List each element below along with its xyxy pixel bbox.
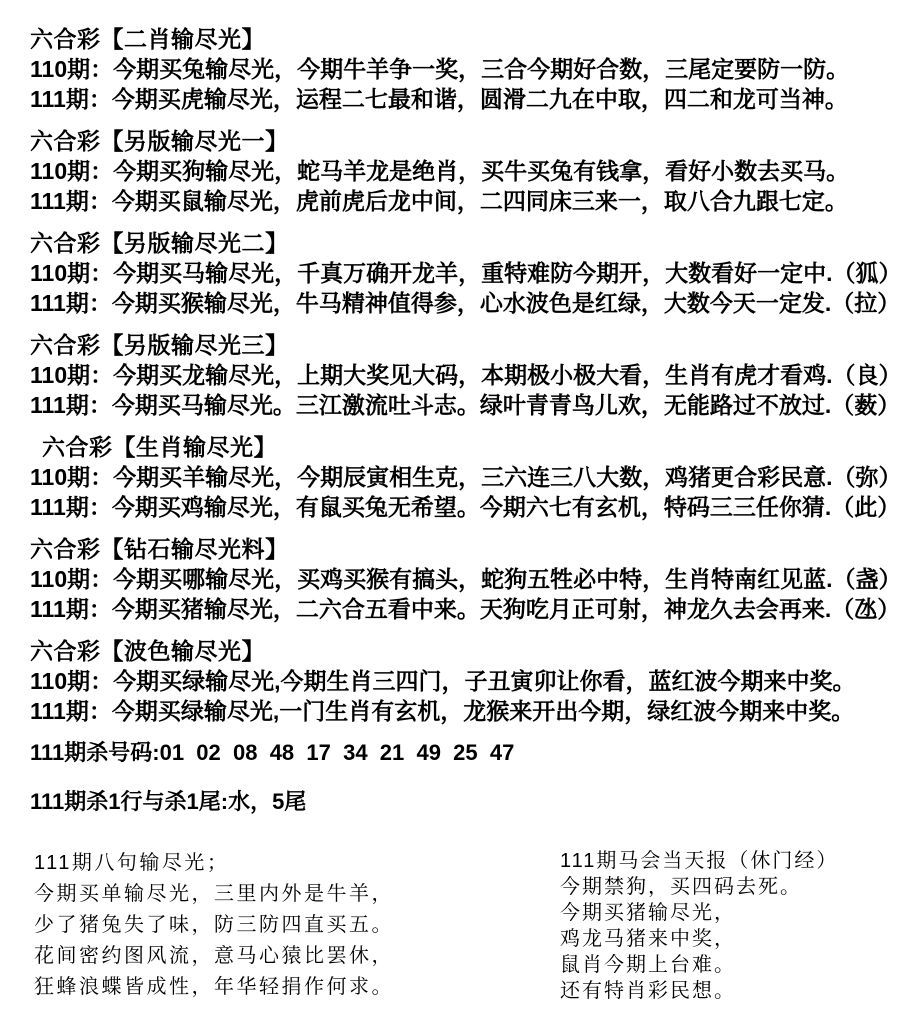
tip-line-110: 110期：今期买绿输尽光,今期生肖三四门，子丑寅卯让你看，蓝红波今期来中奖。 xyxy=(30,668,856,694)
poem-line: 还有特肖彩民想。 xyxy=(560,980,736,1002)
section-header: 六合彩【另版输尽光一】 xyxy=(30,128,289,154)
bottom-poems xyxy=(30,848,894,1004)
tip-line-111: 111期：今期买鼠输尽光，虎前虎后龙中间，二四同床三来一，取八合九跟七定。 xyxy=(30,188,848,214)
tip-line-110: 110期：今期买羊输尽光，今期辰寅相生克，三六连三八大数，鸡猪更合彩民意.（弥） xyxy=(30,464,902,490)
poem-line: 鼠肖今期上台难。 xyxy=(560,954,736,976)
kill-numbers-values: 01 02 08 48 17 34 21 49 25 47 xyxy=(159,740,515,765)
section-header: 六合彩【波色输尽光】 xyxy=(30,638,265,664)
poem-line: 今期买单输尽光，三里内外是牛羊， xyxy=(34,883,394,905)
eight-line-poem xyxy=(30,848,536,1003)
tip-line-111: 111期：今期买马输尽光。三江激流吐斗志。绿叶青青鸟儿欢，无能路过不放过.（薮） xyxy=(30,392,901,418)
kill-numbers-line xyxy=(30,738,894,768)
poem-line: 少了猪兔失了味，防三防四直买五。 xyxy=(34,914,394,936)
poem-line: 今期禁狗，买四码去死。 xyxy=(560,876,802,898)
tip-line-111: 111期：今期买猪输尽光，二六合五看中来。天狗吃月正可射，神龙久去会再来.（氹） xyxy=(30,596,901,622)
kill-row-tail-line: 111期杀1行与杀1尾:水，5尾 xyxy=(30,789,307,814)
section-header: 六合彩【二肖输尽光】 xyxy=(30,26,265,52)
poem-line: 狂蜂浪蝶皆成性，年华轻捐作何求。 xyxy=(34,976,394,998)
tip-line-110: 110期：今期买龙输尽光，上期大奖见大码，本期极小极大看，生肖有虎才看鸡.（良） xyxy=(30,362,902,388)
poem-line: 花间密约图风流，意马心猿比罢休， xyxy=(34,945,394,967)
tip-line-111: 111期：今期买鸡输尽光，有鼠买兔无希望。今期六七有玄机，特码三三任你猜.（此） xyxy=(30,494,901,520)
section-diamond xyxy=(30,534,902,624)
tip-line-111: 111期：今期买虎输尽光，运程二七最和谐，圆滑二九在中取，四二和龙可当神。 xyxy=(30,86,848,112)
section-zodiac xyxy=(30,432,902,522)
tip-line-110: 110期：今期买马输尽光，千真万确开龙羊，重特难防今期开，大数看好一定中.（狐） xyxy=(30,260,902,286)
tip-line-110: 110期：今期买哪输尽光，买鸡买猴有搞头，蛇狗五牲必中特，生肖特南红见蓝.（盏） xyxy=(30,566,902,592)
section-alt-version-1 xyxy=(30,126,894,216)
kill-numbers-label: 111期杀号码: xyxy=(30,740,160,765)
section-wave-color xyxy=(30,636,894,726)
poem-title: 111期八句输尽光； xyxy=(34,852,230,874)
section-header: 六合彩【另版输尽光二】 xyxy=(30,230,289,256)
tip-line-110: 110期：今期买兔输尽光，今期牛羊争一奖，三合今期好合数，三尾定要防一防。 xyxy=(30,56,850,82)
section-two-zodiac xyxy=(30,24,894,114)
section-alt-version-2 xyxy=(30,228,902,318)
section-header: 六合彩【另版输尽光三】 xyxy=(30,332,289,358)
poem-line: 鸡龙马猪来中奖， xyxy=(560,928,736,950)
jockey-club-daily-report xyxy=(560,848,838,1004)
tip-line-110: 110期：今期买狗输尽光，蛇马羊龙是绝肖，买牛买兔有钱拿，看好小数去买马。 xyxy=(30,158,850,184)
tip-line-111: 111期：今期买猴输尽光，牛马精神值得参，心水波色是红绿，大数今天一定发.（拉） xyxy=(30,290,901,316)
section-alt-version-3 xyxy=(30,330,902,420)
section-header: 六合彩【钻石输尽光料】 xyxy=(30,536,289,562)
poem-title: 111期马会当天报（休门经） xyxy=(560,850,839,872)
poem-line: 今期买猪输尽光， xyxy=(560,902,736,924)
section-header: 六合彩【生肖输尽光】 xyxy=(42,434,277,460)
tip-line-111: 111期：今期买绿输尽光,一门生肖有玄机，龙猴来开出今期，绿红波今期来中奖。 xyxy=(30,698,855,724)
